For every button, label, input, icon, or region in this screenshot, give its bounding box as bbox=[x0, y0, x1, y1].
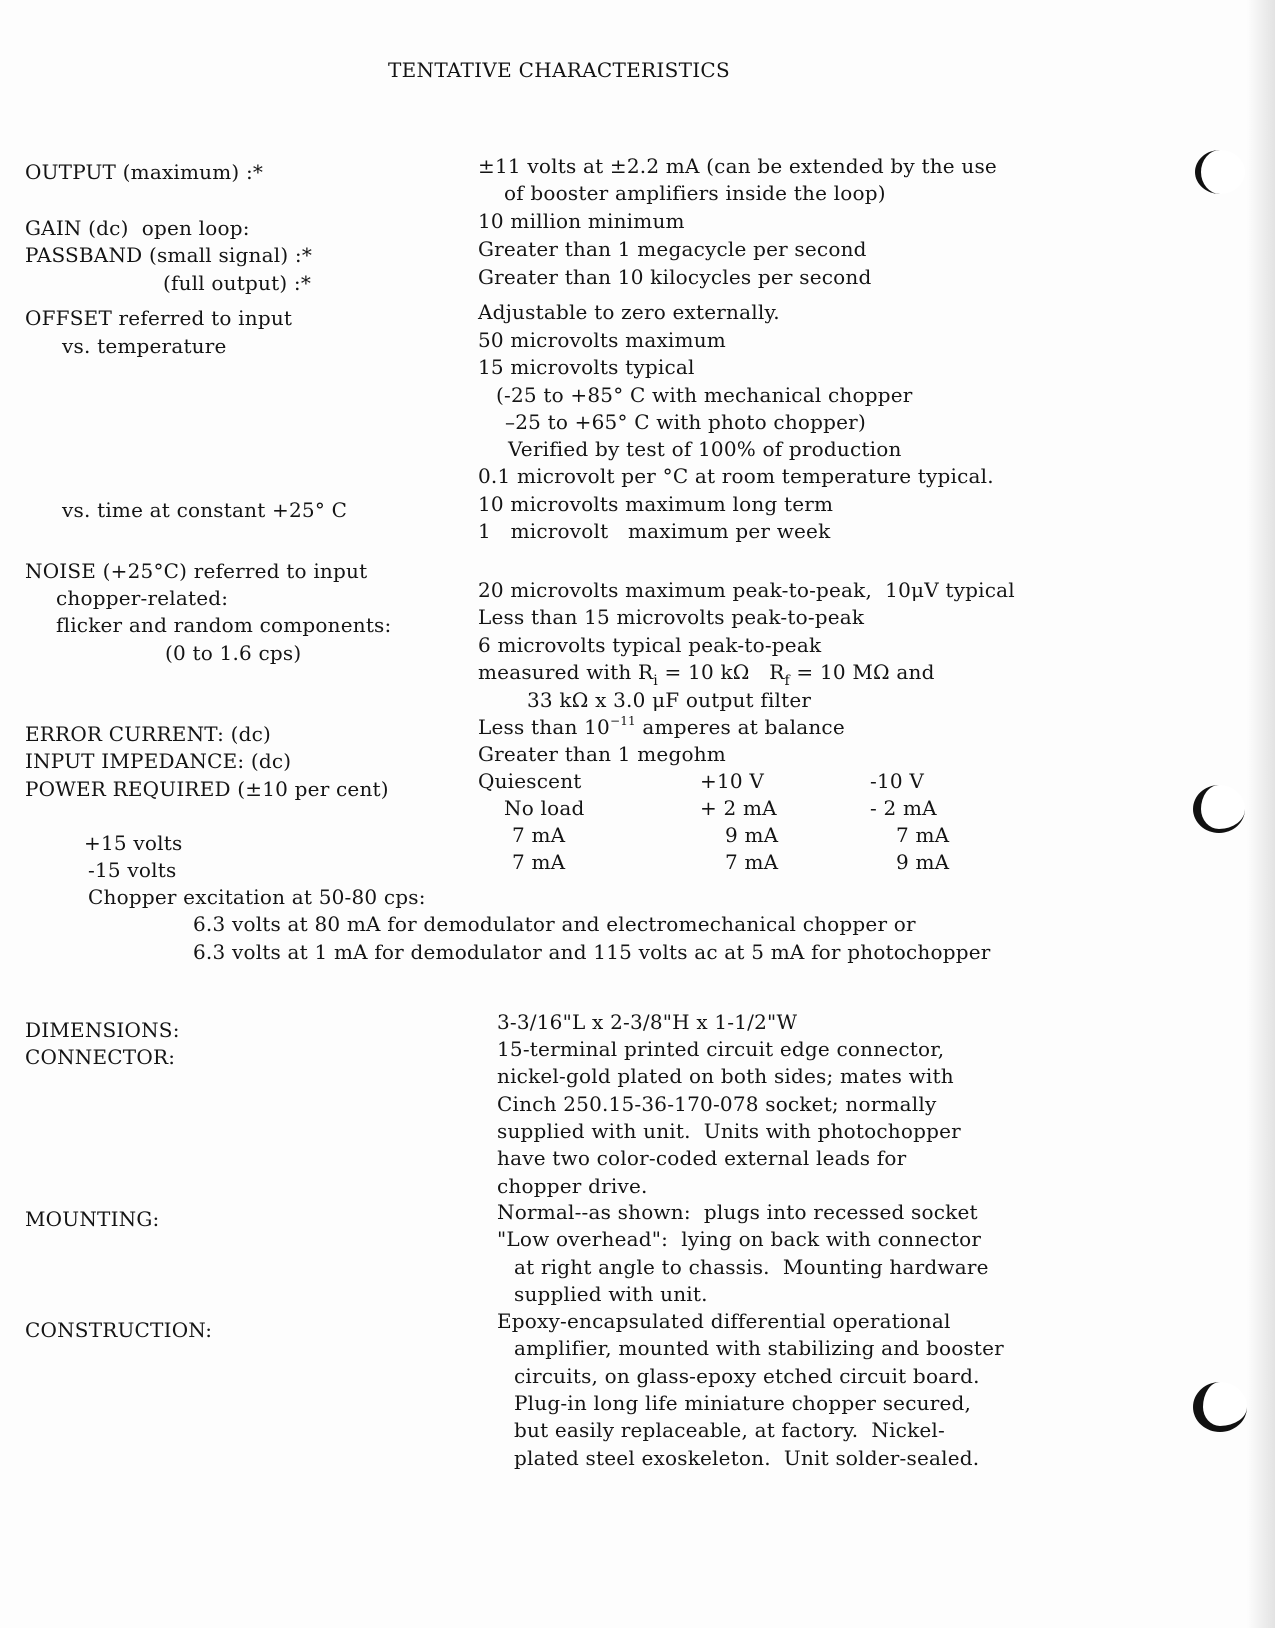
error-current-text: amperes at balance bbox=[635, 715, 845, 739]
chopper-excitation-line: 6.3 volts at 80 mA for demodulator and electromechanical chopper or bbox=[193, 912, 916, 936]
offset-temp-value: (-25 to +85° C with mechanical chopper bbox=[496, 383, 913, 407]
connector-line: chopper drive. bbox=[497, 1174, 648, 1198]
passband-value-small: Greater than 1 megacycle per second bbox=[478, 237, 867, 261]
noise-chopper-value: 20 microvolts maximum peak-to-peak, 10μV typical bbox=[478, 578, 1015, 602]
chopper-excitation-line: 6.3 volts at 1 mA for demodulator and 115 volts ac at 5 mA for photochopper bbox=[193, 940, 991, 964]
construction-line: but easily replaceable, at factory. Nickel- bbox=[514, 1418, 945, 1442]
mounting-line: at right angle to chassis. Mounting hardware bbox=[514, 1255, 989, 1279]
offset-temp-value: 0.1 microvolt per °C at room temperature typical. bbox=[478, 464, 994, 488]
passband-value-full: Greater than 10 kilocycles per second bbox=[478, 265, 872, 289]
power-cell: + 2 mA bbox=[700, 796, 777, 820]
connector-label: CONNECTOR: bbox=[25, 1045, 176, 1069]
offset-temp-value: 50 microvolts maximum bbox=[478, 328, 726, 352]
error-current-value bbox=[478, 715, 845, 739]
output-value-line2: of booster amplifiers inside the loop) bbox=[504, 181, 886, 205]
power-cell: 7 mA bbox=[896, 823, 950, 847]
construction-line: Epoxy-encapsulated differential operational bbox=[497, 1309, 951, 1333]
passband-label-small: PASSBAND (small signal) :* bbox=[25, 243, 313, 267]
page-edge-shadow bbox=[1247, 0, 1275, 1628]
offset-temp-value: Verified by test of 100% of production bbox=[508, 437, 902, 461]
mounting-line: "Low overhead": lying on back with connector bbox=[497, 1227, 982, 1251]
dimensions-label: DIMENSIONS: bbox=[25, 1018, 180, 1042]
power-header-quiescent: Quiescent bbox=[478, 769, 582, 793]
offset-time-label: vs. time at constant +25° C bbox=[62, 498, 348, 522]
input-impedance-value: Greater than 1 megohm bbox=[478, 742, 726, 766]
error-current-label: ERROR CURRENT: (dc) bbox=[25, 722, 272, 746]
ri-subscript: i bbox=[653, 673, 658, 689]
output-label: OUTPUT (maximum) :* bbox=[25, 160, 264, 184]
power-row-label: +15 volts bbox=[84, 831, 183, 855]
connector-line: nickel-gold plated on both sides; mates with bbox=[497, 1064, 954, 1088]
error-current-exponent: −11 bbox=[609, 714, 636, 728]
noise-range-value: 6 microvolts typical peak-to-peak bbox=[478, 633, 822, 657]
power-header-minus10v: -10 V bbox=[870, 769, 925, 793]
power-cell: 7 mA bbox=[512, 850, 566, 874]
offset-temp-value: 15 microvolts typical bbox=[478, 355, 695, 379]
offset-temp-label: vs. temperature bbox=[62, 334, 227, 358]
noise-flicker-value: Less than 15 microvolts peak-to-peak bbox=[478, 605, 865, 629]
rf-subscript: f bbox=[784, 673, 790, 689]
power-cell: 7 mA bbox=[725, 850, 779, 874]
output-value-line1: ±11 volts at ±2.2 mA (can be extended by the use bbox=[478, 154, 997, 178]
power-cell: 7 mA bbox=[512, 823, 566, 847]
binder-hole-icon bbox=[1195, 150, 1245, 194]
offset-label: OFFSET referred to input bbox=[25, 306, 293, 330]
chopper-excitation-label: Chopper excitation at 50-80 cps: bbox=[88, 885, 426, 909]
binder-hole-icon bbox=[1193, 1382, 1247, 1432]
error-current-text: Less than 10 bbox=[478, 715, 610, 739]
measured-text: = 10 kΩ R bbox=[657, 660, 785, 684]
connector-line: 15-terminal printed circuit edge connector, bbox=[497, 1037, 945, 1061]
dimensions-value: 3-3/16"L x 2-3/8"H x 1-1/2"W bbox=[497, 1010, 798, 1034]
mounting-label: MOUNTING: bbox=[25, 1207, 160, 1231]
gain-value: 10 million minimum bbox=[478, 209, 685, 233]
mounting-line: Normal--as shown: plugs into recessed socket bbox=[497, 1200, 978, 1224]
construction-line: amplifier, mounted with stabilizing and booster bbox=[514, 1336, 1004, 1360]
construction-line: plated steel exoskeleton. Unit solder-sealed. bbox=[514, 1446, 980, 1470]
power-row-label: -15 volts bbox=[88, 858, 177, 882]
input-impedance-label: INPUT IMPEDANCE: (dc) bbox=[25, 749, 292, 773]
power-cell: - 2 mA bbox=[870, 796, 937, 820]
offset-temp-value: –25 to +65° C with photo chopper) bbox=[505, 410, 866, 434]
construction-label: CONSTRUCTION: bbox=[25, 1318, 213, 1342]
page-title: TENTATIVE CHARACTERISTICS bbox=[388, 58, 731, 82]
offset-time-value: 10 microvolts maximum long term bbox=[478, 492, 834, 516]
connector-line: supplied with unit. Units with photochopper bbox=[497, 1119, 961, 1143]
binder-hole-icon bbox=[1193, 785, 1245, 833]
power-cell: No load bbox=[504, 796, 585, 820]
measured-text: = 10 MΩ and bbox=[789, 660, 935, 684]
noise-range-label: (0 to 1.6 cps) bbox=[165, 641, 302, 665]
noise-flicker-label: flicker and random components: bbox=[56, 613, 392, 637]
power-required-label: POWER REQUIRED (±10 per cent) bbox=[25, 777, 389, 801]
offset-time-value: 1 microvolt maximum per week bbox=[478, 519, 831, 543]
power-cell: 9 mA bbox=[725, 823, 779, 847]
noise-output-filter: 33 kΩ x 3.0 μF output filter bbox=[527, 688, 812, 712]
connector-line: have two color-coded external leads for bbox=[497, 1146, 907, 1170]
noise-chopper-label: chopper-related: bbox=[56, 586, 229, 610]
construction-line: circuits, on glass-epoxy etched circuit board. bbox=[514, 1364, 980, 1388]
noise-measured-conditions bbox=[478, 660, 935, 689]
gain-label: GAIN (dc) open loop: bbox=[25, 216, 250, 240]
connector-line: Cinch 250.15-36-170-078 socket; normally bbox=[497, 1092, 937, 1116]
noise-label: NOISE (+25°C) referred to input bbox=[25, 559, 368, 583]
construction-line: Plug-in long life miniature chopper secured, bbox=[514, 1391, 972, 1415]
passband-label-full: (full output) :* bbox=[163, 271, 312, 295]
mounting-line: supplied with unit. bbox=[514, 1282, 708, 1306]
measured-text: measured with R bbox=[478, 660, 654, 684]
power-cell: 9 mA bbox=[896, 850, 950, 874]
offset-value: Adjustable to zero externally. bbox=[478, 300, 780, 324]
power-header-plus10v: +10 V bbox=[700, 769, 765, 793]
